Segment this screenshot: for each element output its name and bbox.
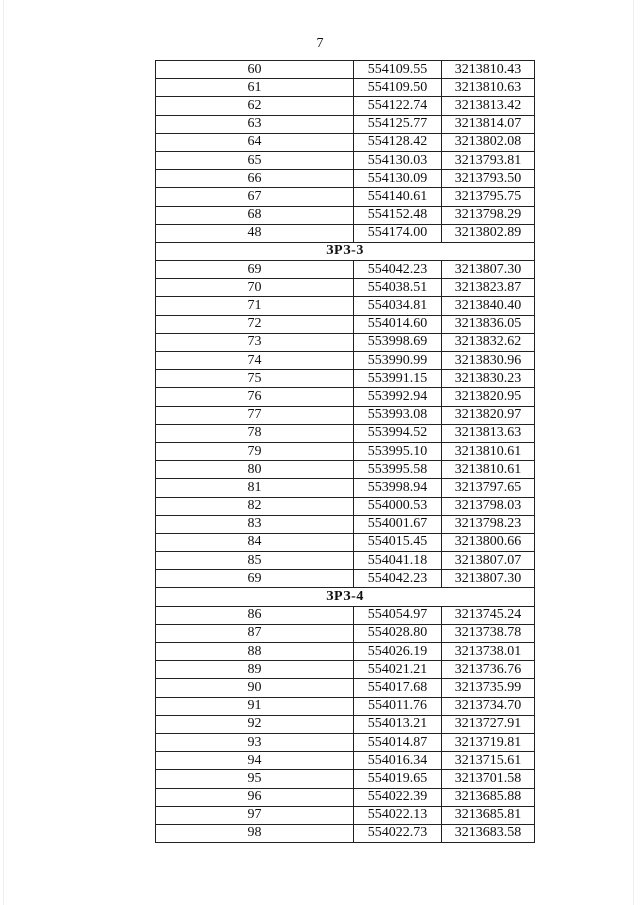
- scan-edge-left: [3, 0, 4, 905]
- point-number-cell: 77: [156, 406, 354, 424]
- table-row: [156, 570, 535, 588]
- table-row: [156, 79, 535, 97]
- x-coordinate-cell: 554014.60: [354, 315, 442, 333]
- x-coordinate-cell: 553990.99: [354, 352, 442, 370]
- point-number-cell: 65: [156, 151, 354, 169]
- x-coordinate-cell: 553992.94: [354, 388, 442, 406]
- point-number-cell: 62: [156, 97, 354, 115]
- point-number-cell: 96: [156, 788, 354, 806]
- point-number-cell: 48: [156, 224, 354, 242]
- coordinates-table: [155, 60, 535, 843]
- y-coordinate-cell: 3213810.63: [442, 79, 535, 97]
- y-coordinate-cell: 3213802.08: [442, 133, 535, 151]
- x-coordinate-cell: 553998.94: [354, 479, 442, 497]
- table-row: [156, 224, 535, 242]
- point-number-cell: 89: [156, 661, 354, 679]
- y-coordinate-cell: 3213745.24: [442, 606, 535, 624]
- table-row: [156, 170, 535, 188]
- page-number: 7: [316, 36, 324, 51]
- point-number-cell: 68: [156, 206, 354, 224]
- table-row: [156, 479, 535, 497]
- x-coordinate-cell: 554152.48: [354, 206, 442, 224]
- y-coordinate-cell: 3213793.50: [442, 170, 535, 188]
- x-coordinate-cell: 554054.97: [354, 606, 442, 624]
- x-coordinate-cell: 554130.03: [354, 151, 442, 169]
- y-coordinate-cell: 3213738.78: [442, 624, 535, 642]
- y-coordinate-cell: 3213797.65: [442, 479, 535, 497]
- point-number-cell: 63: [156, 115, 354, 133]
- table-row: [156, 370, 535, 388]
- point-number-cell: 64: [156, 133, 354, 151]
- table-row: [156, 752, 535, 770]
- x-coordinate-cell: 554011.76: [354, 697, 442, 715]
- table-row: [156, 824, 535, 842]
- x-coordinate-cell: 554041.18: [354, 552, 442, 570]
- x-coordinate-cell: 553994.52: [354, 424, 442, 442]
- x-coordinate-cell: 554109.55: [354, 61, 442, 79]
- x-coordinate-cell: 554014.87: [354, 733, 442, 751]
- x-coordinate-cell: 554021.21: [354, 661, 442, 679]
- table-row: [156, 188, 535, 206]
- x-coordinate-cell: 554109.50: [354, 79, 442, 97]
- coordinates-table-body: [156, 61, 535, 843]
- x-coordinate-cell: 553993.08: [354, 406, 442, 424]
- x-coordinate-cell: 553995.58: [354, 461, 442, 479]
- y-coordinate-cell: 3213685.88: [442, 788, 535, 806]
- table-row: [156, 624, 535, 642]
- point-number-cell: 97: [156, 806, 354, 824]
- y-coordinate-cell: 3213840.40: [442, 297, 535, 315]
- table-row: [156, 406, 535, 424]
- table-row: [156, 788, 535, 806]
- point-number-cell: 69: [156, 570, 354, 588]
- point-number-cell: 71: [156, 297, 354, 315]
- x-coordinate-cell: 554042.23: [354, 570, 442, 588]
- y-coordinate-cell: 3213738.01: [442, 643, 535, 661]
- y-coordinate-cell: 3213807.07: [442, 552, 535, 570]
- y-coordinate-cell: 3213734.70: [442, 697, 535, 715]
- x-coordinate-cell: 554015.45: [354, 533, 442, 551]
- point-number-cell: 82: [156, 497, 354, 515]
- point-number-cell: 78: [156, 424, 354, 442]
- x-coordinate-cell: 554140.61: [354, 188, 442, 206]
- x-coordinate-cell: 554122.74: [354, 97, 442, 115]
- section-header-row: [156, 242, 535, 260]
- table-row: [156, 97, 535, 115]
- x-coordinate-cell: 554022.39: [354, 788, 442, 806]
- x-coordinate-cell: 554022.73: [354, 824, 442, 842]
- table-row: [156, 352, 535, 370]
- point-number-cell: 75: [156, 370, 354, 388]
- point-number-cell: 88: [156, 643, 354, 661]
- x-coordinate-cell: 554174.00: [354, 224, 442, 242]
- y-coordinate-cell: 3213685.81: [442, 806, 535, 824]
- x-coordinate-cell: 554001.67: [354, 515, 442, 533]
- table-row: [156, 115, 535, 133]
- y-coordinate-cell: 3213836.05: [442, 315, 535, 333]
- point-number-cell: 61: [156, 79, 354, 97]
- y-coordinate-cell: 3213701.58: [442, 770, 535, 788]
- y-coordinate-cell: 3213820.95: [442, 388, 535, 406]
- y-coordinate-cell: 3213795.75: [442, 188, 535, 206]
- y-coordinate-cell: 3213807.30: [442, 261, 535, 279]
- section-header-row: [156, 588, 535, 606]
- table-row: [156, 715, 535, 733]
- table-row: [156, 279, 535, 297]
- point-number-cell: 93: [156, 733, 354, 751]
- point-number-cell: 87: [156, 624, 354, 642]
- table-row: [156, 643, 535, 661]
- point-number-cell: 79: [156, 442, 354, 460]
- x-coordinate-cell: 554022.13: [354, 806, 442, 824]
- table-row: [156, 533, 535, 551]
- table-row: [156, 515, 535, 533]
- table-row: [156, 388, 535, 406]
- table-row: [156, 61, 535, 79]
- point-number-cell: 72: [156, 315, 354, 333]
- table-row: [156, 297, 535, 315]
- y-coordinate-cell: 3213810.43: [442, 61, 535, 79]
- y-coordinate-cell: 3213800.66: [442, 533, 535, 551]
- point-number-cell: 70: [156, 279, 354, 297]
- x-coordinate-cell: 554125.77: [354, 115, 442, 133]
- table-row: [156, 315, 535, 333]
- y-coordinate-cell: 3213736.76: [442, 661, 535, 679]
- y-coordinate-cell: 3213830.23: [442, 370, 535, 388]
- table-row: [156, 333, 535, 351]
- x-coordinate-cell: 553995.10: [354, 442, 442, 460]
- point-number-cell: 90: [156, 679, 354, 697]
- section-label: ЗРЗ-3: [156, 242, 535, 260]
- point-number-cell: 76: [156, 388, 354, 406]
- scan-edge-right: [633, 0, 634, 905]
- point-number-cell: 73: [156, 333, 354, 351]
- point-number-cell: 83: [156, 515, 354, 533]
- point-number-cell: 91: [156, 697, 354, 715]
- x-coordinate-cell: 554016.34: [354, 752, 442, 770]
- point-number-cell: 81: [156, 479, 354, 497]
- y-coordinate-cell: 3213810.61: [442, 461, 535, 479]
- x-coordinate-cell: 554013.21: [354, 715, 442, 733]
- x-coordinate-cell: 554017.68: [354, 679, 442, 697]
- table-row: [156, 497, 535, 515]
- y-coordinate-cell: 3213830.96: [442, 352, 535, 370]
- x-coordinate-cell: 554130.09: [354, 170, 442, 188]
- table-row: [156, 461, 535, 479]
- x-coordinate-cell: 553991.15: [354, 370, 442, 388]
- x-coordinate-cell: 554128.42: [354, 133, 442, 151]
- x-coordinate-cell: 553998.69: [354, 333, 442, 351]
- point-number-cell: 67: [156, 188, 354, 206]
- y-coordinate-cell: 3213798.03: [442, 497, 535, 515]
- table-row: [156, 133, 535, 151]
- table-row: [156, 661, 535, 679]
- y-coordinate-cell: 3213798.23: [442, 515, 535, 533]
- y-coordinate-cell: 3213810.61: [442, 442, 535, 460]
- y-coordinate-cell: 3213719.81: [442, 733, 535, 751]
- point-number-cell: 95: [156, 770, 354, 788]
- y-coordinate-cell: 3213715.61: [442, 752, 535, 770]
- point-number-cell: 94: [156, 752, 354, 770]
- table-row: [156, 733, 535, 751]
- point-number-cell: 60: [156, 61, 354, 79]
- y-coordinate-cell: 3213814.07: [442, 115, 535, 133]
- point-number-cell: 84: [156, 533, 354, 551]
- table-row: [156, 770, 535, 788]
- point-number-cell: 86: [156, 606, 354, 624]
- y-coordinate-cell: 3213798.29: [442, 206, 535, 224]
- point-number-cell: 80: [156, 461, 354, 479]
- y-coordinate-cell: 3213823.87: [442, 279, 535, 297]
- table-row: [156, 261, 535, 279]
- table-row: [156, 206, 535, 224]
- table-row: [156, 151, 535, 169]
- x-coordinate-cell: 554028.80: [354, 624, 442, 642]
- table-row: [156, 679, 535, 697]
- point-number-cell: 98: [156, 824, 354, 842]
- table-row: [156, 424, 535, 442]
- y-coordinate-cell: 3213727.91: [442, 715, 535, 733]
- y-coordinate-cell: 3213813.42: [442, 97, 535, 115]
- table-row: [156, 606, 535, 624]
- y-coordinate-cell: 3213793.81: [442, 151, 535, 169]
- section-label: ЗРЗ-4: [156, 588, 535, 606]
- table-row: [156, 697, 535, 715]
- x-coordinate-cell: 554034.81: [354, 297, 442, 315]
- point-number-cell: 74: [156, 352, 354, 370]
- y-coordinate-cell: 3213813.63: [442, 424, 535, 442]
- y-coordinate-cell: 3213802.89: [442, 224, 535, 242]
- y-coordinate-cell: 3213735.99: [442, 679, 535, 697]
- point-number-cell: 66: [156, 170, 354, 188]
- table-row: [156, 552, 535, 570]
- y-coordinate-cell: 3213832.62: [442, 333, 535, 351]
- x-coordinate-cell: 554026.19: [354, 643, 442, 661]
- x-coordinate-cell: 554038.51: [354, 279, 442, 297]
- table-row: [156, 806, 535, 824]
- point-number-cell: 69: [156, 261, 354, 279]
- y-coordinate-cell: 3213820.97: [442, 406, 535, 424]
- y-coordinate-cell: 3213807.30: [442, 570, 535, 588]
- point-number-cell: 85: [156, 552, 354, 570]
- x-coordinate-cell: 554042.23: [354, 261, 442, 279]
- table-row: [156, 442, 535, 460]
- point-number-cell: 92: [156, 715, 354, 733]
- y-coordinate-cell: 3213683.58: [442, 824, 535, 842]
- x-coordinate-cell: 554019.65: [354, 770, 442, 788]
- x-coordinate-cell: 554000.53: [354, 497, 442, 515]
